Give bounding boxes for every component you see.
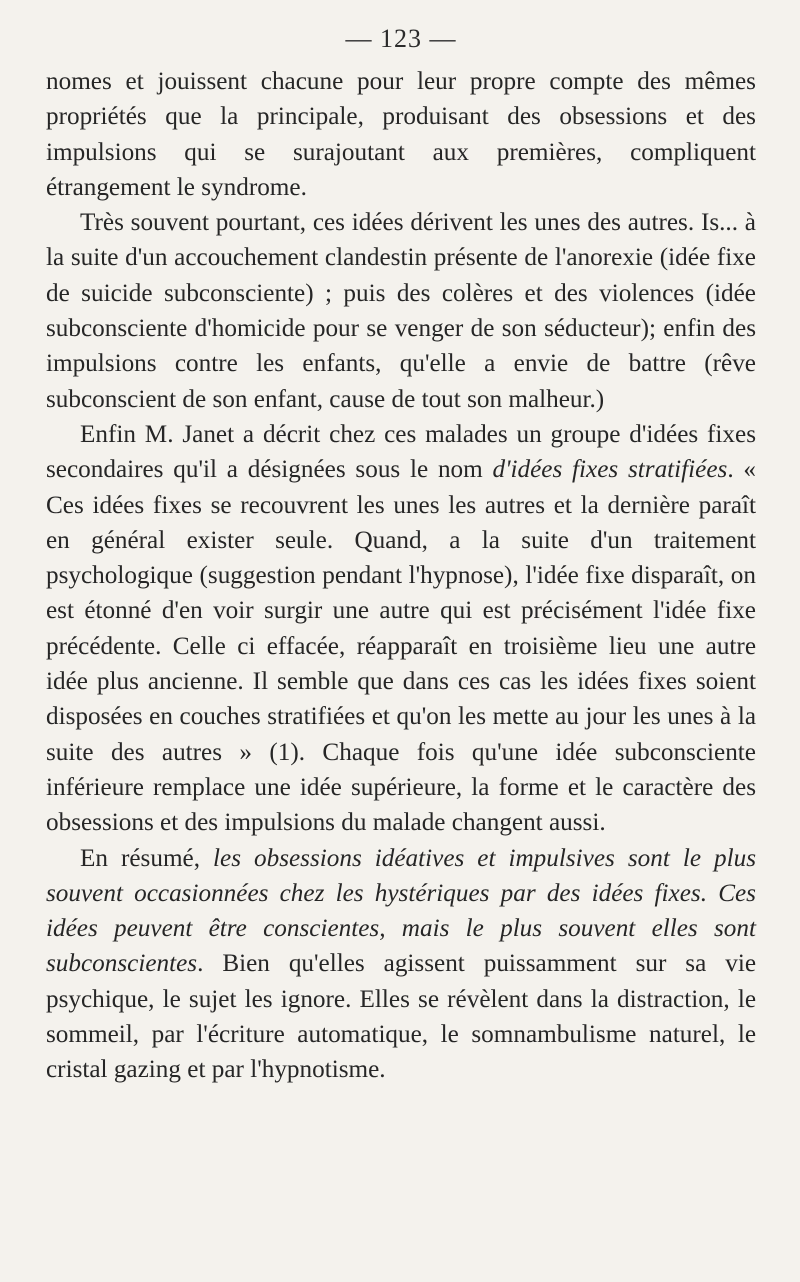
page-number: — 123 —	[345, 24, 457, 53]
paragraph-1	[46, 64, 756, 205]
paragraph-2	[46, 205, 756, 417]
paragraph-3	[46, 417, 756, 841]
text-segment: Très souvent pourtant, ces idées dérivent les unes des autres. Is... à la suite d'un accouchement clandestin présente de l'anorexie (idée fixe de suicide subconsciente) ; puis des colères et des violences (idée subconsciente d'homicide pour se venger de son séducteur); enfin des impulsions contre les enfants, qu'elle a envie de battre (rêve subconscient de son enfant, cause de tout son malheur.)	[46, 209, 756, 413]
body-text	[46, 64, 756, 1088]
text-segment: . Bien qu'elles agissent puissamment sur sa vie psychique, le sujet les ignore. Elles se révèlent dans la distraction, le sommeil, par l'écriture automatique, le somnambulisme naturel, le cristal gazing et par l'hypnotisme.	[46, 950, 756, 1084]
text-segment: En résumé,	[80, 844, 214, 872]
paragraph-4	[46, 841, 756, 1088]
text-segment: Enfin M. Janet a décrit chez ces malades un groupe d'idées fixes secondaires qu'il a désignées sous le nom	[46, 420, 756, 484]
italic-term: d'idées fixes stratifiées	[492, 456, 728, 484]
text-segment: nomes et jouissent chacune pour leur propre compte des mêmes propriétés que la principale, produisant des obsessions et des impulsions qui se surajoutant aux premières, compliquent étrangement le syndrome.	[46, 68, 756, 201]
book-page	[46, 24, 756, 1088]
text-segment: . « Ces idées fixes se recouvrent les unes les autres et la dernière paraît en général exister seule. Quand, a la suite d'un traitement psychologique (suggestion pendant l'hypnose), l'idée fixe disparaît, on est étonné d'en voir surgir une autre qui est précisément l'idée fixe précédente. Celle ci effacée, réapparaît en troisième lieu une autre idée plus ancienne. Il semble que dans ces cas les idées fixes soient disposées en couches stratifiées et qu'on les mette au jour les unes à la suite des autres » (1). Chaque fois qu'une idée subconsciente inférieure remplace une idée supérieure, la forme et le caractère des obsessions et des impulsions du malade changent aussi.	[46, 456, 756, 837]
italic-summary: les obsessions idéatives et impulsives sont le plus souvent occasionnées chez les hystériques par des idées fixes. Ces idées peuvent être conscientes, mais le plus souvent elles sont subconscientes	[46, 844, 756, 978]
